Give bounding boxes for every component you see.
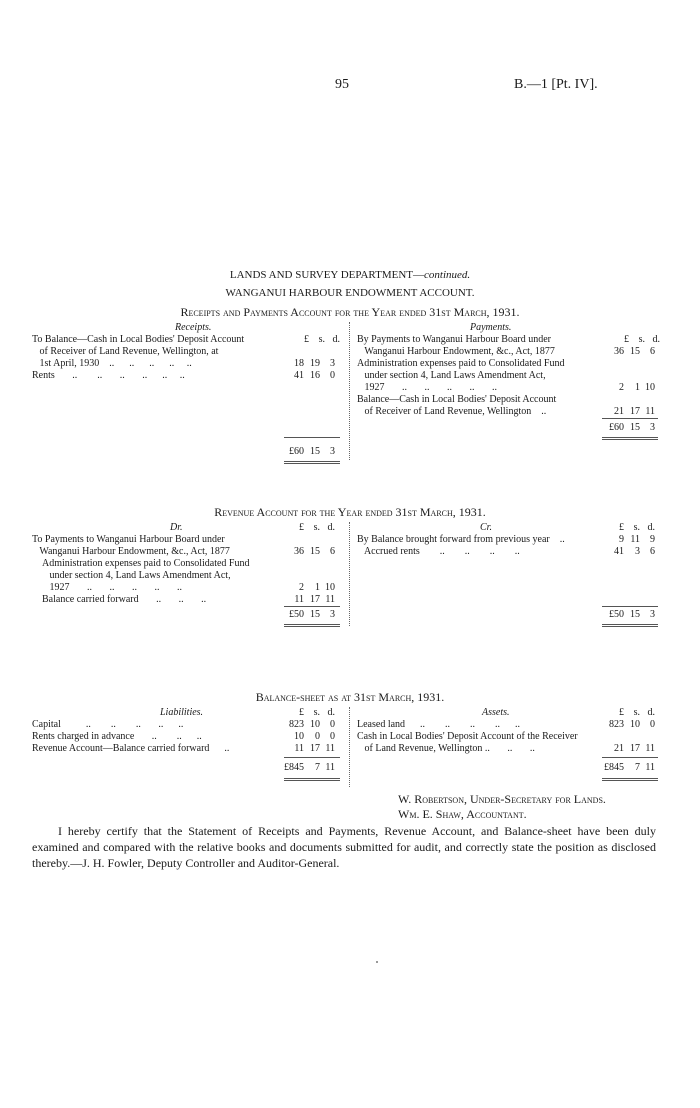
receipt-amount: 18 19 3	[294, 358, 335, 369]
asset-amount: 823 10 0	[609, 719, 655, 730]
total-rule	[284, 757, 340, 758]
total-double-rule	[602, 778, 658, 781]
balance-sheet-title: Balance-sheet as at 31st March, 1931.	[255, 690, 445, 704]
payment-row: Administration expenses paid to Consolidated Fund under section 4, Land Laws Amendment Act, 1927 .. .. .. .. ..	[357, 358, 565, 393]
document-reference: B.—1 [Pt. IV].	[514, 77, 598, 92]
debit-row: To Payments to Wanganui Harbour Board under Wanganui Harbour Endowment, &c., Act, 1877	[32, 534, 230, 557]
total-rule	[284, 606, 340, 607]
credit-amount: 9 11 9	[619, 534, 655, 545]
total-double-rule	[284, 624, 340, 627]
receipts-payments-title: Receipts and Payments Account for the Year ended 31st March, 1931.	[180, 305, 520, 319]
endowment-title: WANGANUI HARBOUR ENDOWMENT ACCOUNT.	[225, 287, 475, 299]
debit-row: Balance carried forward .. .. ..	[42, 594, 207, 605]
total-rule	[284, 437, 340, 438]
print-speck	[376, 961, 378, 963]
receipt-row: To Balance—Cash in Local Bodies' Deposit Account of Receiver of Land Revenue, Wellington, at 1st April, 1930 .. .. .. .. ..	[32, 334, 245, 369]
payment-row: Balance—Cash in Local Bodies' Deposit Account of Receiver of Land Revenue, Wellington ..	[357, 394, 557, 417]
payments-col-heading: £ s. d.	[624, 334, 660, 345]
debit-row: Administration expenses paid to Consolidated Fund under section 4, Land Laws Amendment Act, 1927 .. .. .. .. ..	[42, 558, 250, 593]
payments-total: £60 15 3	[609, 422, 655, 433]
receipts-total: £60 15 3	[289, 446, 335, 457]
signature-under-secretary: W. Robertson, Under-Secretary for Lands.	[398, 792, 606, 806]
debit-amount: 2 1 10	[299, 582, 335, 593]
receipt-amount: 41 16 0	[294, 370, 335, 381]
debit-total: £50 15 3	[289, 609, 335, 620]
liability-row: Revenue Account—Balance carried forward ..	[32, 743, 230, 754]
payment-amount: 2 1 10	[619, 382, 655, 393]
audit-certification: I hereby certify that the Statement of Receipts and Payments, Revenue Account, and Balance-sheet have been duly examined and compared with the relative books and documents submitted for audit, and correctly state the position as disclosed thereby.—J. H. Fowler, Deputy Controller and Auditor-General.	[32, 824, 656, 870]
total-double-rule	[602, 437, 658, 440]
total-double-rule	[284, 461, 340, 464]
payment-row: By Payments to Wanganui Harbour Board under Wanganui Harbour Endowment, &c., Act, 1877	[357, 334, 555, 357]
dr-heading: Dr.	[170, 522, 183, 533]
liability-amount: 10 0 0	[294, 731, 335, 742]
asset-amount: 21 17 11	[614, 743, 655, 754]
liability-amount: 11 17 11	[294, 743, 335, 754]
total-double-rule	[284, 778, 340, 781]
receipts-col-heading: £ s. d.	[304, 334, 340, 345]
liabilities-col-heading: £ s. d.	[299, 707, 335, 718]
column-divider	[349, 322, 350, 460]
liability-row: Capital .. .. .. .. ..	[32, 719, 184, 730]
debit-amount: 36 15 6	[294, 546, 335, 557]
assets-heading: Assets.	[482, 707, 510, 718]
total-rule	[602, 757, 658, 758]
payment-amount: 21 17 11	[614, 406, 655, 417]
credit-row: By Balance brought forward from previous year ..	[357, 534, 565, 545]
liabilities-heading: Liabilities.	[160, 707, 204, 718]
credit-total: £50 15 3	[609, 609, 655, 620]
liability-amount: 823 10 0	[289, 719, 335, 730]
receipts-heading: Receipts.	[175, 322, 212, 333]
liability-row: Rents charged in advance .. .. ..	[32, 731, 202, 742]
asset-row: Cash in Local Bodies' Deposit Account of the Receiver of Land Revenue, Wellington .. .. ..	[357, 731, 578, 754]
debit-amount: 11 17 11	[294, 594, 335, 605]
total-double-rule	[602, 624, 658, 627]
receipt-row: Rents .. .. .. .. .. ..	[32, 370, 185, 381]
column-divider	[349, 522, 350, 626]
assets-total: £845 7 11	[604, 762, 655, 773]
cr-col-heading: £ s. d.	[619, 522, 655, 533]
total-rule	[602, 418, 658, 419]
signature-accountant: Wm. E. Shaw, Accountant.	[398, 807, 527, 821]
department-title: LANDS AND SURVEY DEPARTMENT—continued.	[229, 269, 471, 281]
payments-heading: Payments.	[470, 322, 512, 333]
total-rule	[602, 606, 658, 607]
credit-row: Accrued rents .. .. .. ..	[357, 546, 520, 557]
assets-col-heading: £ s. d.	[619, 707, 655, 718]
column-divider	[349, 707, 350, 787]
dr-col-heading: £ s. d.	[299, 522, 335, 533]
revenue-account-title: Revenue Account for the Year ended 31st March, 1931.	[214, 505, 486, 519]
liabilities-total: £845 7 11	[284, 762, 335, 773]
page-number: 95	[335, 77, 349, 92]
asset-row: Leased land .. .. .. .. ..	[357, 719, 521, 730]
credit-amount: 41 3 6	[614, 546, 655, 557]
cr-heading: Cr.	[480, 522, 492, 533]
payment-amount: 36 15 6	[614, 346, 655, 357]
